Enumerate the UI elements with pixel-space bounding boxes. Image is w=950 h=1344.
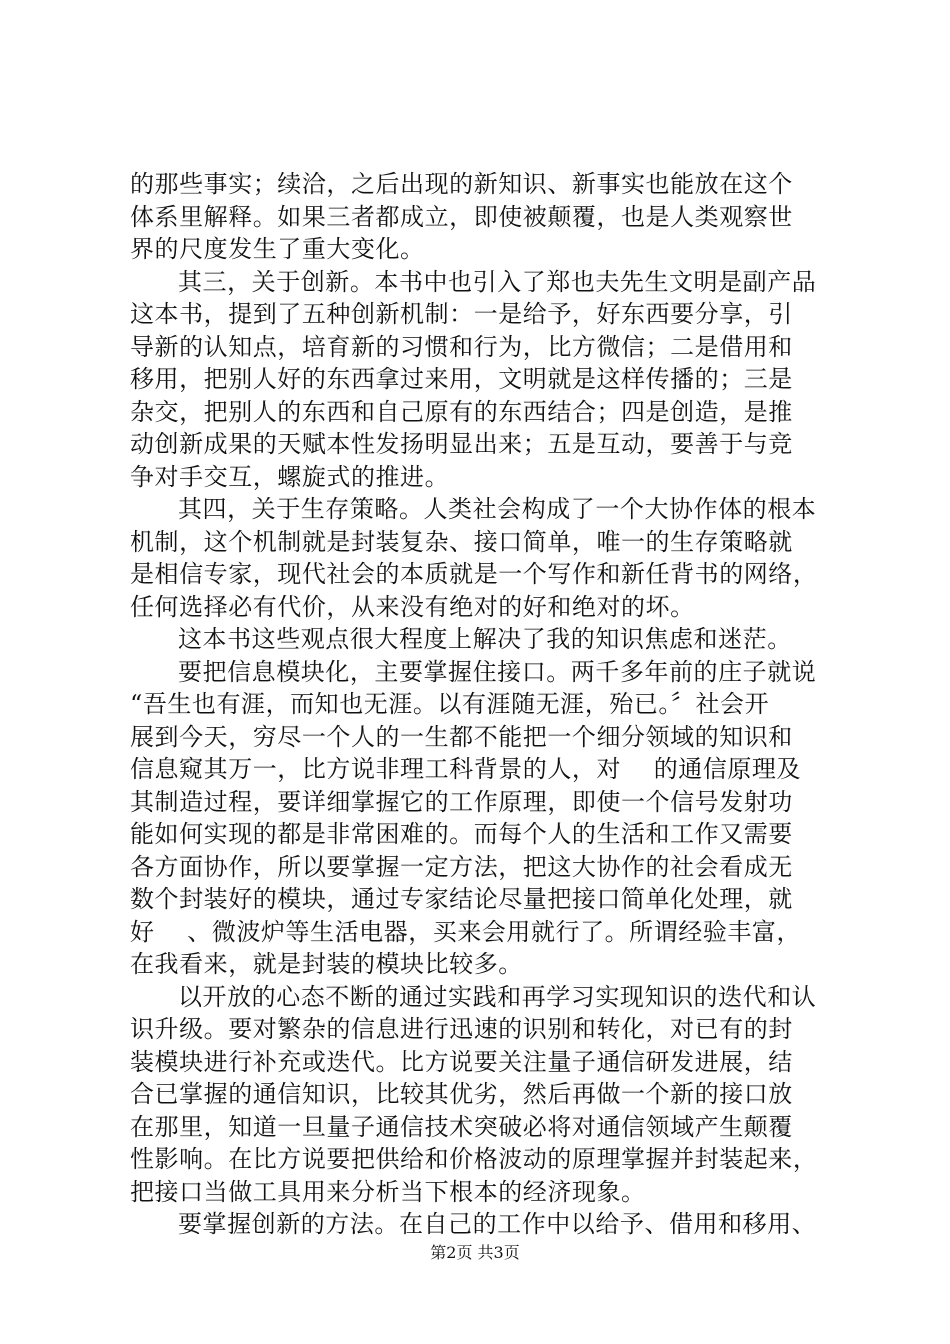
text-line: 这本书，提到了五种创新机制：一是给予，好东西要分享，引 (130, 300, 793, 328)
text-line: 杂交，把别人的东西和自己原有的东西结合；四是创造，是推 (130, 397, 793, 426)
text-line: 界的尺度发生了重大变化。 (130, 235, 425, 263)
text-line: 展到今天，穷尽一个人的一生都不能把一个细分领域的知识和 (130, 722, 793, 751)
text-line: 移用，把别人好的东西拿过来用，文明就是这样传播的；三是 (130, 365, 793, 393)
paragraph-first-line: 要掌握创新的方法。在自己的工作中以给予、借用和移用、 (178, 1210, 817, 1238)
text-line: 是相信专家，现代社会的本质就是一个写作和新任背书的网络， (130, 560, 818, 588)
text-line: 的那些事实；续洽，之后出现的新知识、新事实也能放在这个 (130, 170, 793, 198)
text-line: 把接口当做工具用来分析当下根本的经济现象。 (130, 1177, 646, 1206)
text-line: 体系里解释。如果三者都成立，即使被颠覆，也是人类观察世 (130, 202, 793, 231)
text-line: 其制造过程，要详细掌握它的工作原理，即使一个信号发射功 (130, 787, 793, 816)
paragraph-first-line: 要把信息模块化，主要掌握住接口。两千多年前的庄子就说 (178, 657, 817, 686)
text-line: 合已掌握的通信知识，比较其优劣，然后再做一个新的接口放 (130, 1080, 793, 1108)
text-line: 性影响。在比方说要把供给和价格波动的原理掌握并封装起来， (130, 1145, 818, 1173)
paragraph-first-line: 其三，关于创新。本书中也引入了郑也夫先生文明是副产品 (178, 267, 817, 296)
text-line: 数个封装好的模块，通过专家结论尽量把接口简单化处理，就 (130, 885, 793, 913)
text-line: 在那里，知道一旦量子通信技术突破必将对通信领域产生颠覆 (130, 1112, 793, 1141)
text-line: 导新的认知点，培育新的习惯和行为，比方微信；二是借用和 (130, 332, 793, 361)
text-line: 争对手交互，螺旋式的推进。 (130, 462, 450, 491)
text-line: 动创新成果的天赋本性发扬明显出来；五是互动，要善于与竞 (130, 430, 793, 458)
text-line: 在我看来，就是封装的模块比较多。 (130, 950, 523, 978)
paragraph-first-line: 其四，关于生存策略。人类社会构成了一个大协作体的根本 (178, 495, 817, 523)
text-line: 任何选择必有代价，从来没有绝对的好和绝对的坏。 (130, 592, 695, 621)
page-number-footer: 第2页 共3页 (430, 1243, 520, 1262)
text-line: “吾生也有涯，而知也无涯。以有涯随无涯，殆已。〞社会开 (130, 690, 770, 718)
text-line: 装模块进行补充或迭代。比方说要关注量子通信研发进展，结 (130, 1047, 793, 1076)
paragraph-first-line: 以开放的心态不断的通过实践和再学习实现知识的迭代和认 (178, 982, 817, 1011)
text-line: 信息窥其万一，比方说非理工科背景的人，对 的通信原理及 (130, 755, 802, 783)
text-line: 各方面协作，所以要掌握一定方法，把这大协作的社会看成无 (130, 852, 793, 881)
text-line: 识升级。要对繁杂的信息进行迅速的识别和转化，对已有的封 (130, 1015, 793, 1043)
paragraph-first-line: 这本书这些观点很大程度上解决了我的知识焦虑和迷茫。 (178, 625, 792, 653)
text-line: 能如何实现的都是非常困难的。而每个人的生活和工作又需要 (130, 820, 793, 848)
text-line: 机制，这个机制就是封装复杂、接口简单，唯一的生存策略就 (130, 527, 793, 556)
document-body (130, 168, 820, 1241)
text-line: 好 、微波炉等生活电器，买来会用就行了。所谓经验丰富， (130, 917, 802, 946)
